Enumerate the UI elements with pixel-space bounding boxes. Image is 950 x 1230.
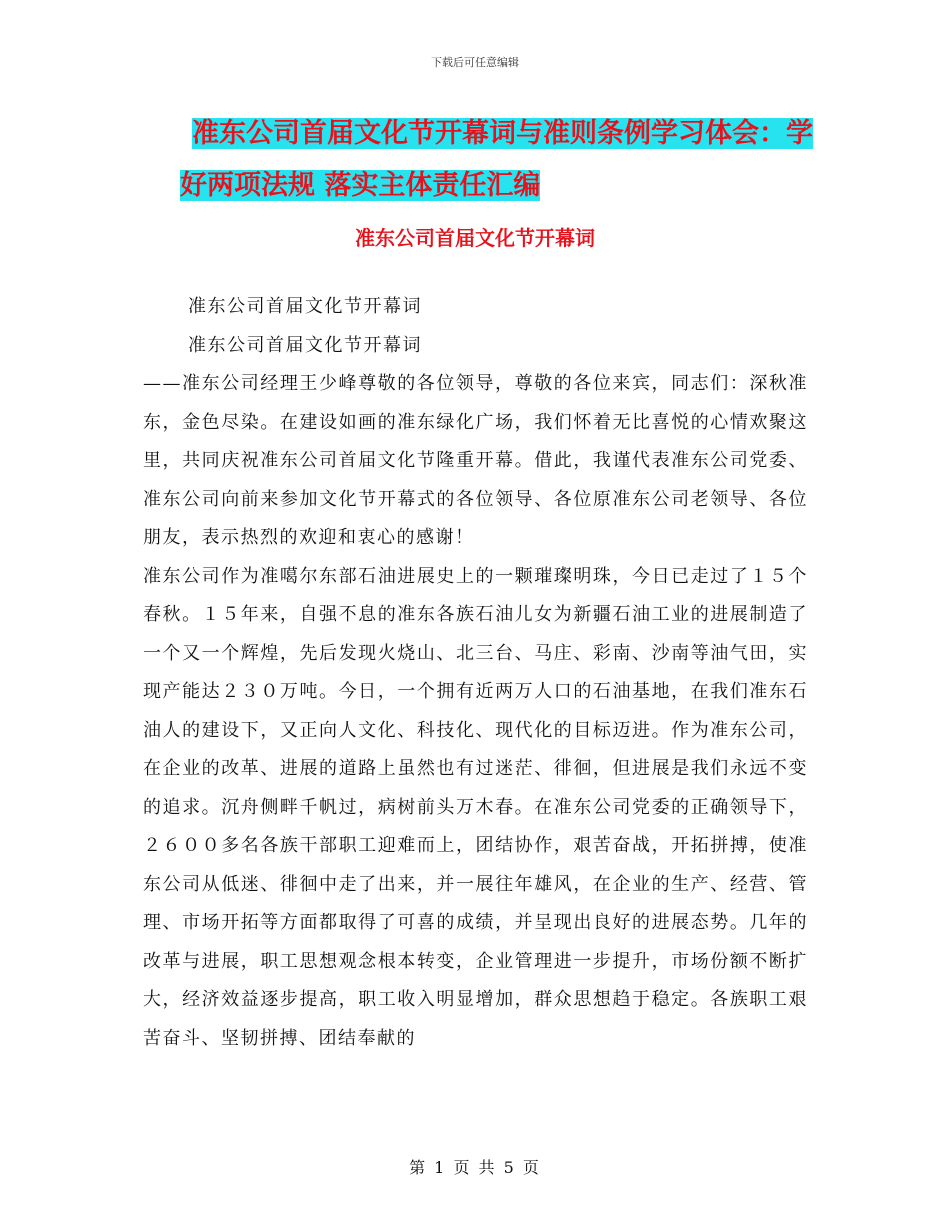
paragraph-4: 准东公司作为准噶尔东部石油进展史上的一颗璀璨明珠，今日已走过了１５个春秋。１５年来，自强不息的准东各族石油儿女为新疆石油工业的进展制造了一个又一个辉煌，先后发现火烧山、北三台、马庄、彩南、沙南等油气田，实现产能达２３０万吨。今日，一个拥有近两万人口的石油基地，在我们准东石油人的建设下，又正向人文化、科技化、现代化的目标迈进。作为准东公司，在企业的改革、进展的道路上虽然也有过迷茫、徘徊，但进展是我们永远不变的追求。沉舟侧畔千帆过，病树前头万木春。在准东公司党委的正确领导下，２６００多名各族干部职工迎难而上，团结协作，艰苦奋战，开拓拼搏，使准东公司从低迷、徘徊中走了出来，并一展往年雄风，在企业的生产、经营、管理、市场开拓等方面都取得了可喜的成绩，并呈现出良好的进展态势。几年的改革与进展，职工思想观念根本转变，企业管理进一步提升，市场份额不断扩大，经济效益逐步提高，职工收入明显增加，群众思想趋于稳定。各族职工艰苦奋斗、坚韧拼搏、团结奉献的 [143, 565, 808, 1049]
body-text [143, 288, 808, 1058]
paragraph-2: 准东公司首届文化节开幕词 [188, 334, 422, 356]
page-number-footer: 第 1 页 共 5 页 [409, 1158, 541, 1177]
header-note: 下载后可任意编辑 [431, 56, 519, 69]
paragraph-3: ——准东公司经理王少峰尊敬的各位领导，尊敬的各位来宾，同志们：深秋准东，金色尽染。在建设如画的准东绿化广场，我们怀着无比喜悦的心情欢聚这里，共同庆祝准东公司首届文化节隆重开幕。借此，我谨代表准东公司党委、准东公司向前来参加文化节开幕式的各位领导、各位原准东公司老领导、各位朋友，表示热烈的欢迎和衷心的感谢！ [143, 373, 808, 548]
document-title-line-2 [180, 160, 820, 212]
section-title: 准东公司首届文化节开幕词 [355, 226, 595, 250]
paragraph-1: 准东公司首届文化节开幕词 [188, 296, 422, 317]
document-title [180, 108, 820, 212]
title-highlight-2: 好两项法规 落实主体责任汇编 [180, 170, 541, 201]
title-highlight-1: 准东公司首届文化节开幕词与准则条例学习体会：学 [192, 118, 813, 149]
document-title-line-1 [180, 108, 820, 160]
